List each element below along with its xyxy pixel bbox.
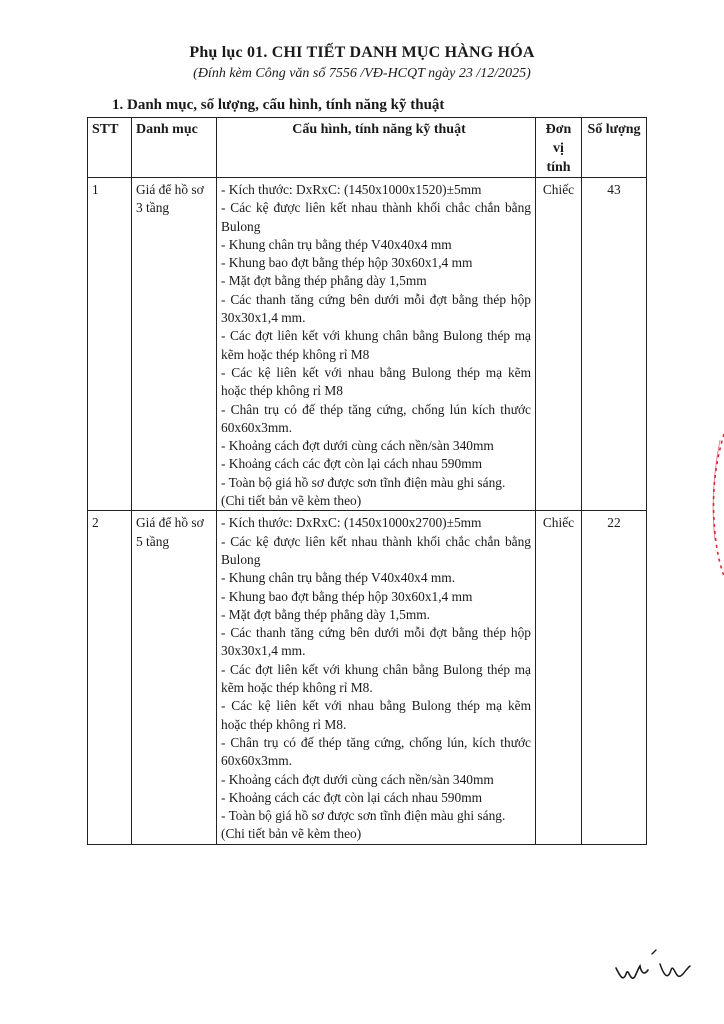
spec-line: (Chi tiết bản vẽ kèm theo) [221,826,362,842]
header-name: Danh mục [132,118,217,178]
spec-line: - Khoảng cách các đợt còn lại cách nhau 590mm [221,789,483,805]
table-row [88,511,647,844]
spec-line: - Khoảng cách các đợt còn lại cách nhau 590mm [221,456,483,472]
spec-line: - Mặt đợt bằng thép phẳng dày 1,5mm. [221,606,431,622]
spec-line: - Chân trụ có đế thép tăng cứng, chống lún kích thước 60x60x3mm. [221,401,531,435]
spec-line: - Các thanh tăng cứng bên dưới mỗi đợt bằng thép hộp 30x30x1,4 mm. [221,291,531,326]
header-qty: Số lượng [582,118,647,178]
spec-line: - Chân trụ có đế thép tăng cứng, chống lún, kích thước 60x60x3mm. [221,734,531,769]
header-spec: Cấu hình, tính năng kỹ thuật [217,118,536,178]
cell-unit: Chiếc [536,511,582,844]
spec-line: - Mặt đợt bằng thép phẳng dày 1,5mm [221,273,427,289]
section-heading: 1. Danh mục, số lượng, cấu hình, tính năng kỹ thuật [112,97,445,113]
header-unit: Đơn vị tính [536,118,582,178]
table-header-row [88,118,647,178]
spec-line: - Các kệ liên kết với nhau bằng Bulong thép mạ kẽm hoặc thép không rỉ M8. [221,698,531,732]
cell-name: Giá để hồ sơ 3 tầng [132,178,217,511]
spec-line: - Kích thước: DxRxC: (1450x1000x1520)±5mm [221,182,482,197]
spec-line: - Các đợt liên kết với khung chân bằng Bulong thép mạ kẽm hoặc thép không rỉ M8. [221,661,531,696]
spec-line: - Toàn bộ giá hồ sơ được sơn tĩnh điện màu ghi sáng. [221,474,506,490]
spec-line: - Các kệ liên kết với nhau bằng Bulong thép mạ kẽm hoặc thép không rỉ M8 [221,364,531,399]
document-subtitle: (Đính kèm Công văn số 7556 /VĐ-HCQT ngày 23 /12/2025) [193,66,531,81]
initials-signature [614,946,694,986]
cell-qty: 22 [582,511,647,844]
cell-unit: Chiếc [536,178,582,511]
stamp-edge-mark [706,430,724,580]
header-stt: STT [88,118,132,178]
cell-stt: 2 [88,511,132,844]
cell-stt: 1 [88,178,132,511]
spec-line: - Các kệ được liên kết nhau thành khối chắc chắn bằng Bulong [221,533,531,567]
spec-line: - Khung bao đợt bằng thép hộp 30x60x1,4 mm [221,588,473,604]
spec-line: - Các thanh tăng cứng bên dưới mỗi đợt bằng thép hộp 30x30x1,4 mm. [221,625,531,659]
spec-line: - Kích thước: DxRxC: (1450x1000x2700)±5mm [221,515,482,531]
spec-line: - Các kệ được liên kết nhau thành khối chắc chắn bằng Bulong [221,200,531,234]
spec-line: - Khoảng cách đợt dưới cùng cách nền/sàn 340mm [221,438,494,454]
document-title: Phụ lục 01. CHI TIẾT DANH MỤC HÀNG HÓA [189,44,535,61]
table-body [88,178,647,845]
spec-line: - Các đợt liên kết với khung chân bằng Bulong thép mạ kẽm hoặc thép không rỉ M8 [221,328,531,362]
cell-name: Giá để hồ sơ 5 tầng [132,511,217,844]
goods-table [87,117,647,845]
cell-spec [217,511,536,844]
spec-line: - Khung bao đợt bằng thép hộp 30x60x1,4 mm [221,255,473,271]
cell-qty: 43 [582,178,647,511]
spec-line: - Toàn bộ giá hồ sơ được sơn tĩnh điện màu ghi sáng. [221,808,506,824]
cell-spec [217,178,536,511]
table-row [88,178,647,511]
spec-line: - Khung chân trụ bằng thép V40x40x4 mm [221,236,452,252]
spec-line: (Chi tiết bản vẽ kèm theo) [221,493,362,509]
spec-line: - Khoảng cách đợt dưới cùng cách nền/sàn 340mm [221,771,494,787]
spec-line: - Khung chân trụ bằng thép V40x40x4 mm. [221,570,456,586]
